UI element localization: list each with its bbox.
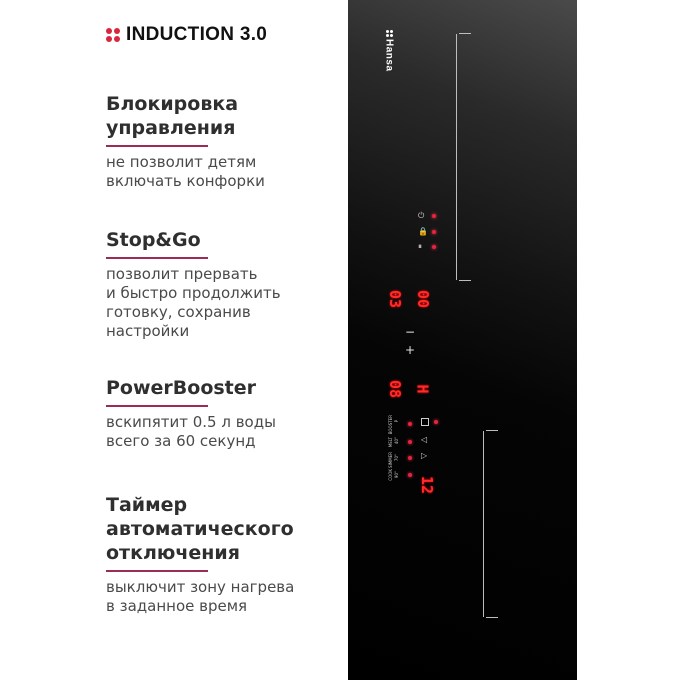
zone-boundary-line	[483, 431, 484, 617]
preset-label: SIMMER	[388, 452, 393, 468]
display-zone-right-bottom: H	[413, 384, 432, 394]
zone-boundary-tick	[459, 280, 471, 281]
feature-power-booster	[106, 376, 276, 451]
preset-led[interactable]	[408, 422, 412, 426]
display-timer: 12	[418, 475, 437, 495]
preset-led[interactable]	[408, 440, 412, 444]
minus-button[interactable]: −	[405, 325, 416, 339]
preset-led[interactable]	[408, 456, 412, 460]
feature-timer	[106, 493, 294, 616]
feature-description: позволит прервать и быстро продолжить готовку, сохранив настройки	[106, 265, 281, 340]
feature-description: не позволит детям включать конфорки	[106, 153, 265, 190]
plus-button[interactable]: +	[405, 343, 416, 357]
zone-boundary-tick	[486, 617, 498, 618]
power-icon[interactable]: ⏻	[418, 211, 425, 220]
preset-label: MELT	[388, 437, 393, 448]
lock-icon[interactable]: 🔒	[418, 227, 428, 236]
timer-led	[434, 420, 438, 424]
feature-title: PowerBooster	[106, 377, 257, 399]
zone-boundary-line	[456, 34, 457, 280]
preset-led[interactable]	[408, 473, 412, 477]
accent-rule	[106, 405, 208, 407]
feature-title: Блокировка управления	[106, 93, 239, 139]
brand-header	[106, 24, 267, 46]
brand-title: INDUCTION 3.0	[126, 24, 268, 45]
zone-boundary-tick	[486, 430, 498, 431]
timer-select-icon[interactable]	[421, 418, 429, 426]
preset-label: BOOSTER	[388, 415, 393, 435]
feature-lock	[106, 92, 265, 191]
preset-value: P	[394, 420, 399, 423]
preset-value: 40°	[394, 437, 399, 445]
display-zone-right-top: 00	[414, 289, 433, 309]
accent-rule	[106, 145, 208, 147]
logo-dots-icon	[386, 30, 393, 37]
preset-value: 70°	[394, 454, 399, 462]
logo-text: Hansa	[383, 39, 395, 72]
timer-down-icon[interactable]: ▷	[421, 451, 428, 460]
lock-led	[432, 230, 436, 234]
display-zone-left-bottom: 08	[386, 379, 405, 399]
zone-boundary-tick	[459, 33, 471, 34]
feature-title: Таймер автоматического отключения	[106, 494, 294, 564]
hansa-logo	[382, 30, 396, 80]
preset-label: COOK	[388, 469, 393, 481]
feature-title: Stop&Go	[106, 229, 201, 251]
feature-description: выключит зону нагрева в заданное время	[106, 578, 295, 615]
accent-rule	[106, 257, 208, 259]
feature-description: вскипятит 0.5 л воды всего за 60 секунд	[106, 413, 276, 450]
preset-value: 90°	[394, 471, 399, 479]
four-dots-icon	[106, 28, 120, 42]
cooktop-panel	[348, 0, 577, 680]
feature-stop-go	[106, 228, 281, 341]
display-zone-left-top: 03	[386, 289, 405, 309]
stop-go-icon[interactable]: ⏸	[418, 242, 422, 251]
timer-up-icon[interactable]: ◁	[421, 435, 428, 444]
power-led	[432, 214, 436, 218]
accent-rule	[106, 570, 208, 572]
stop-go-led	[432, 245, 436, 249]
